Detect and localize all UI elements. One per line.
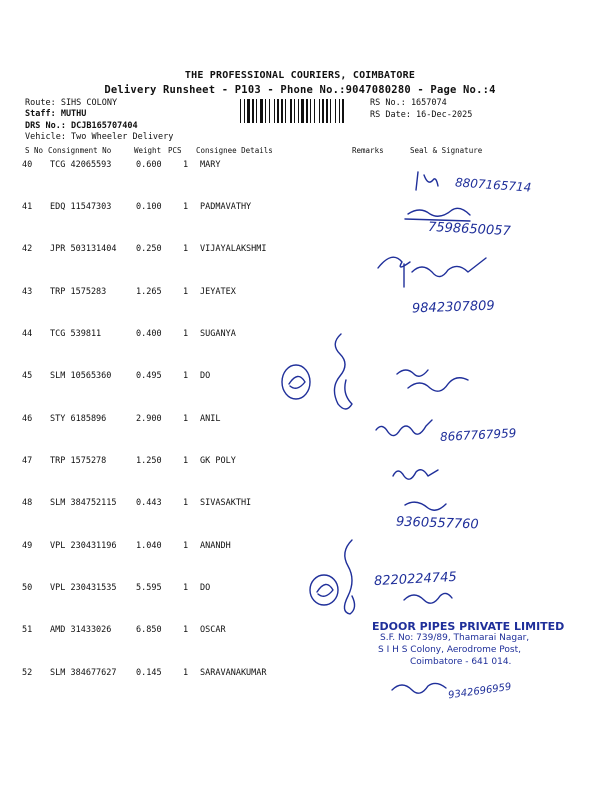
row-weight: 0.443 [136,498,162,508]
row-consignment: AMD 31433026 [50,625,112,635]
barcode-bar [319,99,320,123]
row-consignment: TCG 42065593 [50,160,112,170]
row-consignment: VPL 230431535 [50,583,117,593]
barcode-bar [269,99,270,123]
col-header-sno: S No [25,146,44,155]
barcode-bar [310,99,311,123]
barcode-bar [252,99,254,123]
barcode-bar [277,99,279,123]
row-weight: 0.495 [136,371,162,381]
table-row [0,498,600,512]
barcode-bar [256,99,257,123]
row-sno: 42 [22,244,33,254]
row-weight: 0.400 [136,329,162,339]
row-pcs: 1 [183,668,189,678]
row-consignee: ANIL [200,414,221,424]
row-sno: 45 [22,371,33,381]
row-weight: 0.145 [136,668,162,678]
row-consignment: SLM 384752115 [50,498,117,508]
row-consignment: SLM 384677627 [50,668,117,678]
row-pcs: 1 [183,541,189,551]
row-consignment: JPR 503131404 [50,244,117,254]
row-sno: 40 [22,160,33,170]
row-consignee: JEYATEX [200,287,236,297]
staff-label: Staff: MUTHU [25,109,87,119]
barcode-bar [298,99,299,123]
row-pcs: 1 [183,202,189,212]
row-sno: 43 [22,287,33,297]
signature-47 [393,470,438,479]
row-weight: 0.600 [136,160,162,170]
row-consignee: VIJAYALAKSHMI [200,244,267,254]
row-pcs: 1 [183,456,189,466]
signature-52 [392,683,446,693]
col-header-weight: Weight [134,146,162,155]
stamp-line-3: S I H S Colony, Aerodrome Post, [378,645,521,655]
stamp-line-4: Coimbatore - 641 014. [410,657,512,667]
row-sno: 50 [22,583,33,593]
handwritten-phone-46: 8667767959 [439,426,517,444]
row-weight: 2.900 [136,414,162,424]
row-sno: 51 [22,625,33,635]
rs-number: RS No.: 1657074 [370,98,447,108]
barcode-bar [244,99,245,123]
row-consignment: TCG 539811 [50,329,102,339]
row-sno: 46 [22,414,33,424]
barcode-bar [240,99,241,123]
barcode-bar [306,99,308,123]
row-pcs: 1 [183,414,189,424]
row-weight: 1.040 [136,541,162,551]
table-row [0,160,600,174]
stamp-line-1: EDOOR PIPES PRIVATE LIMITED [372,620,565,633]
barcode-bar [285,99,286,123]
signature-42 [378,257,486,287]
row-consignee: SUGANYA [200,329,236,339]
row-consignee: ANANDH [200,541,231,551]
row-consignment: STY 6185896 [50,414,107,424]
row-consignment: TRP 1575283 [50,287,107,297]
row-consignee: DO [200,583,211,593]
col-header-seal: Seal & Signature [410,146,483,155]
table-row [0,456,600,470]
barcode-bar [274,99,275,123]
vehicle-label: Vehicle: Two Wheeler Delivery [25,132,174,142]
col-header-consignee: Consignee Details [196,146,273,155]
signature-40 [416,172,438,190]
table-row [0,202,600,216]
barcode-bar [330,99,331,123]
row-consignee: OSCAR [200,625,226,635]
row-pcs: 1 [183,329,189,339]
barcode-bar [339,99,340,123]
barcode-bar [314,99,315,123]
handwritten-phone-43: 9842307809 [411,298,495,317]
row-consignment: VPL 230431196 [50,541,117,551]
row-sno: 48 [22,498,33,508]
row-weight: 6.850 [136,625,162,635]
row-consignment: TRP 1575278 [50,456,107,466]
row-sno: 41 [22,202,33,212]
handwritten-phone-52: 9342696959 [447,681,513,702]
row-consignment: EDQ 11547303 [50,202,112,212]
row-pcs: 1 [183,625,189,635]
row-consignee: SIVASAKTHI [200,498,252,508]
company-title: THE PROFESSIONAL COURIERS, COIMBATORE [184,70,416,81]
table-row [0,329,600,343]
row-weight: 5.595 [136,583,162,593]
table-row [0,583,600,597]
handwritten-phone-48: 9360557760 [395,514,479,533]
barcode-bar [294,99,295,123]
handwritten-phone-40: 8807165714 [454,175,532,195]
row-weight: 0.250 [136,244,162,254]
table-row [0,244,600,258]
row-weight: 1.265 [136,287,162,297]
row-pcs: 1 [183,287,189,297]
barcode-bar [260,99,263,123]
route-label: Route: SIHS COLONY [25,98,118,108]
handwritten-phone-41: 7598650057 [427,219,512,240]
barcode-bar [326,99,328,123]
barcode-bar [335,99,336,123]
row-pcs: 1 [183,498,189,508]
handwritten-phone-50: 8220224745 [373,569,458,590]
col-header-remarks: Remarks [352,146,384,155]
table-row [0,668,600,682]
table-row [0,541,600,555]
row-pcs: 1 [183,371,189,381]
row-sno: 47 [22,456,33,466]
row-sno: 44 [22,329,33,339]
barcode-bar [290,99,292,123]
barcode-bar [281,99,283,123]
row-consignee: DO [200,371,211,381]
row-pcs: 1 [183,244,189,254]
row-consignee: PADMAVATHY [200,202,252,212]
row-consignee: GK POLY [200,456,236,466]
row-weight: 0.100 [136,202,162,212]
table-row [0,287,600,301]
table-row [0,371,600,385]
row-pcs: 1 [183,583,189,593]
row-sno: 52 [22,668,33,678]
drs-number: DRS No.: DCJB165707404 [25,121,138,131]
col-header-consignment: Consignment No [48,146,112,155]
barcode-icon [240,99,365,123]
barcode-bar [247,99,250,123]
row-consignee: MARY [200,160,221,170]
col-header-pcs: PCS [168,146,182,155]
rs-date: RS Date: 16-Dec-2025 [370,110,473,120]
barcode-bar [322,99,324,123]
row-consignment: SLM 10565360 [50,371,112,381]
barcode-bar [265,99,266,123]
row-weight: 1.250 [136,456,162,466]
row-sno: 49 [22,541,33,551]
barcode-bar [342,99,344,123]
row-pcs: 1 [183,160,189,170]
stamp-line-2: S.F. No: 739/89, Thamarai Nagar, [380,633,530,643]
runsheet-subtitle: Delivery Runsheet - P103 - Phone No.:9047080280 - Page No.:4 [104,84,496,96]
barcode-bar [301,99,304,123]
row-consignee: SARAVANAKUMAR [200,668,267,678]
